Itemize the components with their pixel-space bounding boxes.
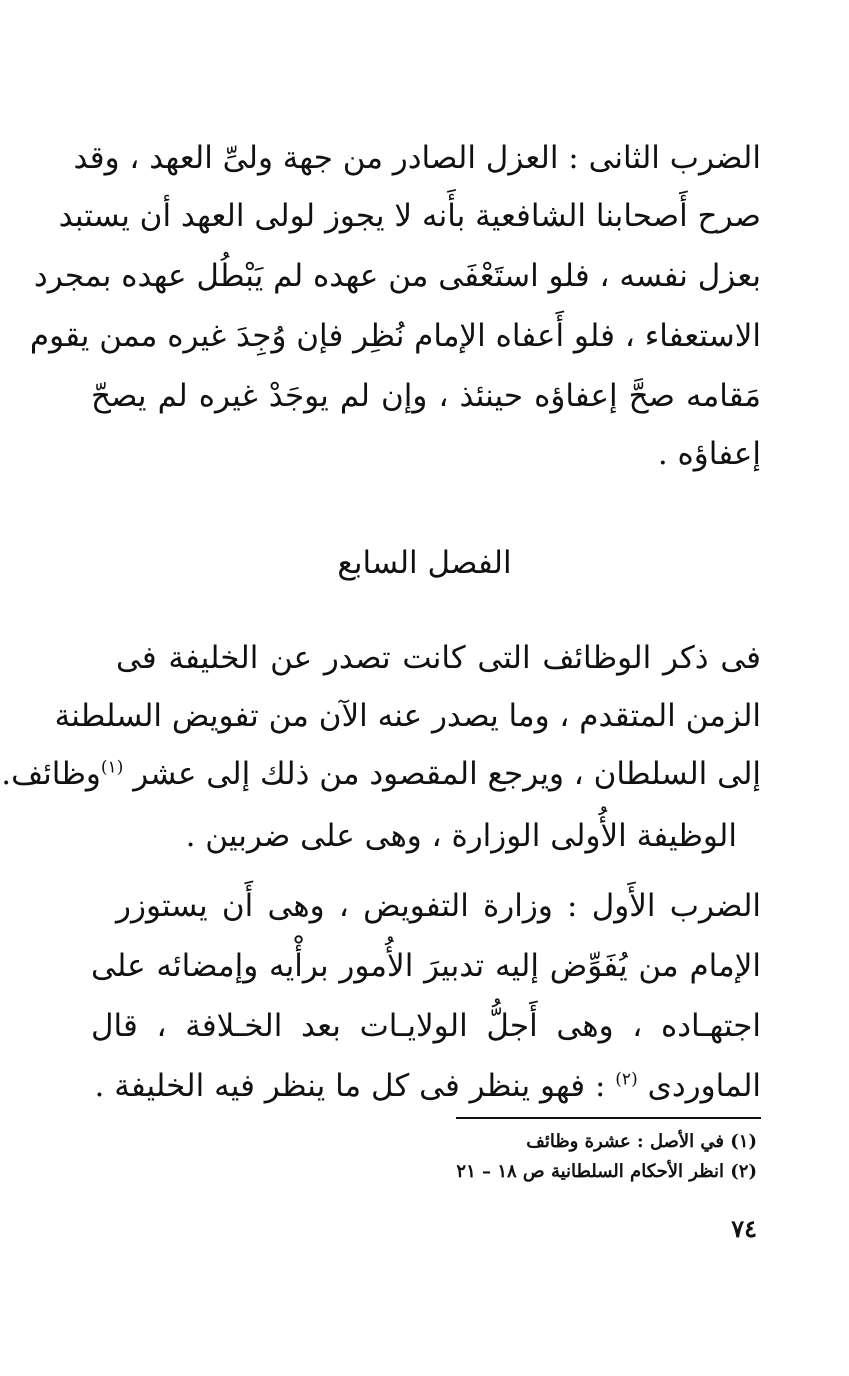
paragraph-1-line-6: إعفاؤه . [657,436,761,472]
footnote-ref-1: (١) [100,757,124,778]
page-number: ٧٤ [731,1214,757,1243]
paragraph-1-line-1: الضرب الثانى : العزل الصادر من جهة ولىِّ العهد ، وقد [73,140,761,176]
paragraph-2-line-3-end: وظائف. [1,756,101,792]
paragraph-4-line-4 [95,1066,761,1106]
paragraph-4-line-4-text: : فهو ينظر فى كل ما ينظر فيه الخليفة . [94,1068,606,1104]
paragraph-4-line-4-start: الماوردى [647,1068,761,1104]
paragraph-2-line-2: الزمن المتقدم ، وما يصدر عنه الآن من تفويض السلطنة [54,698,761,734]
footnote-ref-2: (٢) [615,1069,638,1090]
paragraph-4-line-2: الإمام من يُفَوِّض إليه تدبيرَ الأُمور برأْيه وإمضائه على [91,948,761,984]
chapter-heading: الفصل السابع [337,545,512,581]
paragraph-4-line-3: اجتهـاده ، وهى أَجلُّ الولايـات بعد الخـلافة ، قال [91,1008,761,1044]
paragraph-2-line-1: فى ذكر الوظائف التى كانت تصدر عن الخليفة فى [116,640,761,676]
footnote-separator [456,1117,761,1119]
footnote-2: (٢) انظر الأحكام السلطانية ص ١٨ – ٢١ [456,1161,757,1182]
paragraph-1-line-4: الاستعفاء ، فلو أَعفاه الإمام نُظِر فإن وُجِدَ غيره ممن يقوم [29,318,761,354]
paragraph-1-line-3: بعزل نفسه ، فلو استَعْفَى من عهده لم يَبْطُل عهده بمجرد [33,258,761,294]
paragraph-2-line-3 [1,754,761,794]
paragraph-1-line-5: مَقامه صحَّ إعفاؤه حينئذ ، وإن لم يوجَدْ غيره لم يصحّ [91,378,761,414]
paragraph-3: الوظيفة الأُولى الوزارة ، وهى على ضربين . [185,818,737,854]
footnote-1: (١) في الأصل : عشرة وظائف [526,1131,757,1152]
paragraph-1-line-2: صرح أَصحابنا الشافعية بأَنه لا يجوز لولى العهد أن يستبد [58,198,761,234]
paragraph-2-line-3-text: إلى السلطان ، ويرجع المقصود من ذلك إلى عشر [133,756,761,792]
paragraph-4-line-1: الضرب الأَول : وزارة التفويض ، وهى أَن يستوزر [116,888,761,924]
